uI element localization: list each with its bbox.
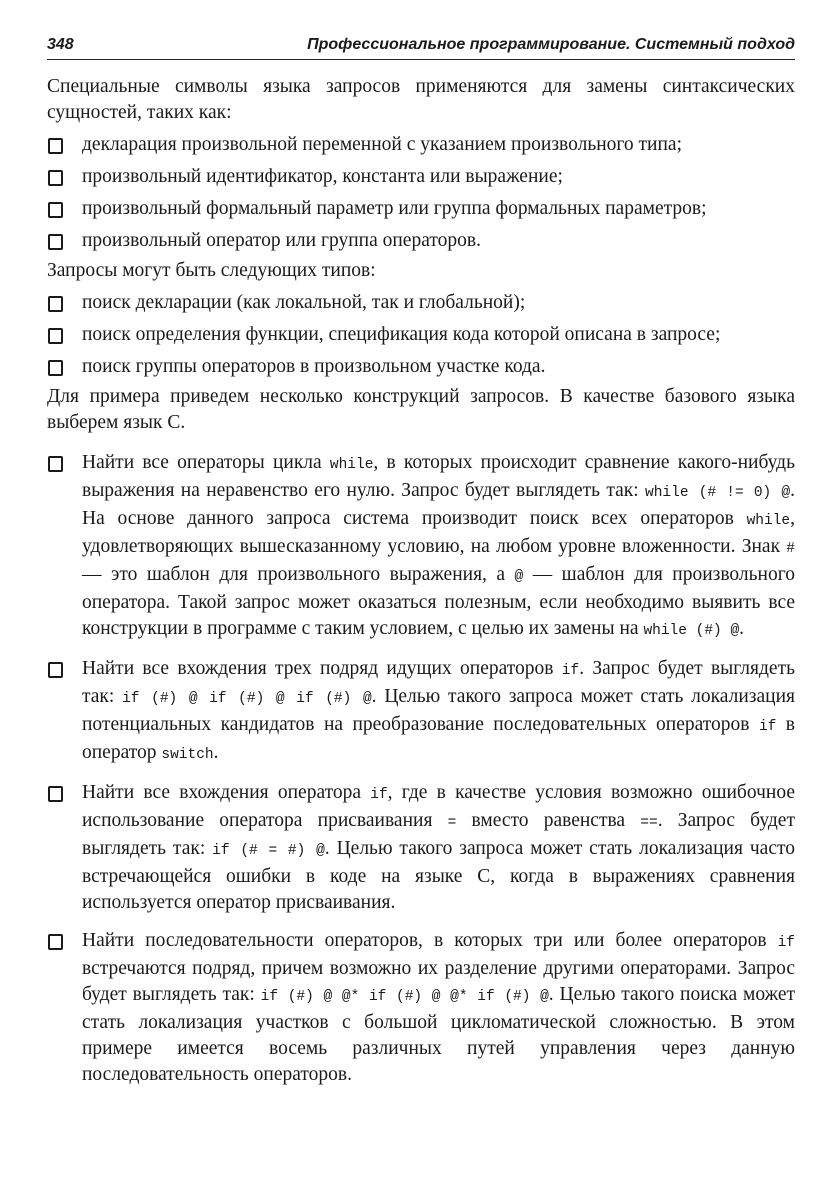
list-item: произвольный идентификатор, константа или выражение; <box>47 164 795 190</box>
checkbox-bullet-icon <box>48 786 63 802</box>
checkbox-bullet-icon <box>48 234 63 250</box>
example-item: Найти последовательности операторов, в которых три или более операторов if встречаются подряд, причем возможно их разделение другими операторами. Запрос будет выглядеть так: if (#) @ @* if (#) @ @* if (#) @. Целью такого поиска может стать локализация участков с большой цикломатической сложностью. В этом примере имеется восемь различных путей управления через данную последовательность операторов. <box>47 928 795 1088</box>
query-types-intro: Запросы могут быть следующих типов: <box>47 260 376 281</box>
list-item: поиск группы операторов в произвольном участке кода. <box>47 354 795 380</box>
checkbox-bullet-icon <box>48 170 63 186</box>
examples-intro: Для примера приведем несколько конструкций запросов. В качестве базового языка выберем язык С. <box>47 386 795 433</box>
checkbox-bullet-icon <box>48 360 63 376</box>
checkbox-bullet-icon <box>48 202 63 218</box>
checkbox-bullet-icon <box>48 456 63 472</box>
list-item: поиск определения функции, спецификация кода которой описана в запросе; <box>47 322 795 348</box>
checkbox-bullet-icon <box>48 934 63 950</box>
checkbox-bullet-icon <box>48 138 63 154</box>
list-item: поиск декларации (как локальной, так и глобальной); <box>47 290 795 316</box>
query-types-list <box>47 290 795 380</box>
checkbox-bullet-icon <box>48 328 63 344</box>
syntax-entity-list <box>47 132 795 254</box>
checkbox-bullet-icon <box>48 662 63 678</box>
example-item: Найти все операторы цикла while, в которых происходит сравнение какого-нибудь выражения на неравенство его нулю. Запрос будет выглядеть так: while (# != 0) @. На основе данного запроса система производит поиск всех операторов while, удовлетворяющих вышесказанному условию, на любом уровне вложенности. Знак # — это шаблон для произвольного выражения, а @ — шаблон для произвольного оператора. Такой запрос может оказаться полезным, если необходимо выявить все конструкции в программе с таким условием, с целью их замены на while (#) @. <box>47 450 795 644</box>
checkbox-bullet-icon <box>48 296 63 312</box>
intro-paragraph: Специальные символы языка запросов применяются для замены синтаксических сущностей, таких как: <box>47 76 795 123</box>
list-item: произвольный формальный параметр или группа формальных параметров; <box>47 196 795 222</box>
running-header <box>47 36 795 60</box>
list-item: декларация произвольной переменной с указанием произвольного типа; <box>47 132 795 158</box>
example-item: Найти все вхождения трех подряд идущих операторов if. Запрос будет выглядеть так: if (#) @ if (#) @ if (#) @. Целью такого запроса может стать локализация потенциальных кандидатов на преобразование последовательных операторов if в оператор switch. <box>47 656 795 768</box>
running-title: Профессиональное программирование. Системный подход <box>307 36 795 53</box>
example-item: Найти все вхождения оператора if, где в качестве условия возможно ошибочное использование оператора присваивания = вместо равенства ==. Запрос будет выглядеть так: if (# = #) @. Целью такого запроса может стать локализация часто встречающейся ошибки в коде на языке С, когда в выражениях сравнения используется оператор присваивания. <box>47 780 795 916</box>
list-item: произвольный оператор или группа операторов. <box>47 228 795 254</box>
query-examples-list <box>47 450 795 1088</box>
book-page <box>47 36 795 1088</box>
page-body <box>47 74 795 1088</box>
page-number: 348 <box>47 36 74 53</box>
